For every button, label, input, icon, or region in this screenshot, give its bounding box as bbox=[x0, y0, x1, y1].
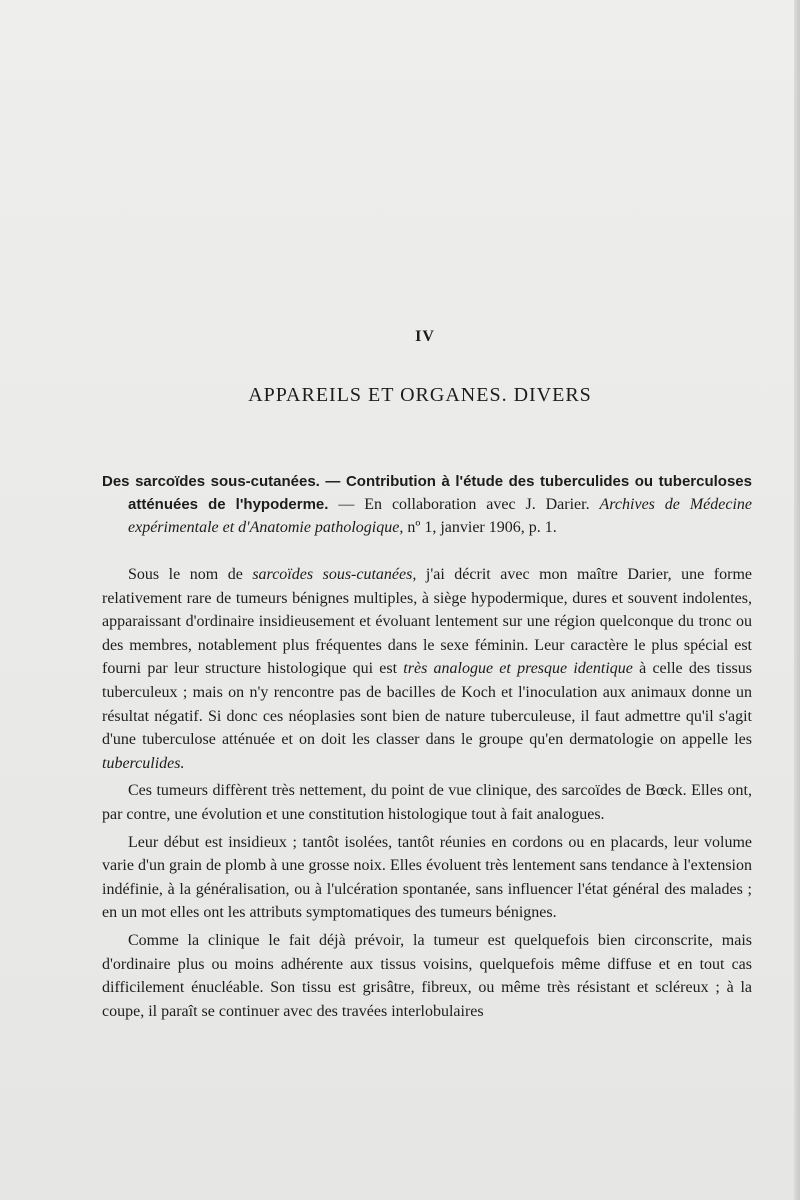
bibliographic-entry bbox=[102, 470, 752, 539]
paragraph-1-text-c: j'ai décrit avec mon maître Darier, une forme relativement rare de tumeurs bénignes multiples, à siège hypodermique, dures et souvent indolentes, apparaissant d'ordinaire insidieusement et évoluant lentement sur une région quelconque du tronc ou des membres, notablement plus fréquentes dans le sexe féminin. Leur caractère le plus spécial est fourni par leur structure histologique qui est bbox=[102, 566, 753, 678]
entry-heading: Des sarcoïdes sous-cutanées. — Contribution à l'étude des tuberculides ou tuberculoses atténuées de l'hypoderme. bbox=[102, 473, 752, 513]
paragraph-1-italic-b: sarcoïdes sous-cutanées, bbox=[252, 566, 417, 583]
paragraph-4: Comme la clinique le fait déjà prévoir, la tumeur est quelquefois bien circonscrite, mais d'ordinaire plus ou moins adhérente aux tissus voisins, quelquefois même diffuse et en tout cas difficilement énucléable. Son tissu est grisâtre, fibreux, ou même très résistant et scléreux ; à la coupe, il paraît se continuer avec des travées interlobulaires bbox=[102, 931, 752, 1020]
section-number: IV bbox=[415, 328, 435, 345]
page-edge-shadow bbox=[794, 0, 800, 1200]
paragraph-1-text-e: à celle des tissus tuberculeux ; mais on n'y rencontre pas de bacilles de Koch et l'inoculation aux animaux donne un résultat négatif. Si donc ces néoplasies sont bien de nature tuberculeuse, il faut admettre qu'il s'agit d'une tuberculose atténuée et on doit les classer dans le groupe qu'en dermatologie on appelle les bbox=[102, 660, 753, 749]
entry-reference: nº 1, janvier 1906, p. 1. bbox=[403, 519, 557, 536]
paragraph-2: Ces tumeurs diffèrent très nettement, du point de vue clinique, des sarcoïdes de Bœck. Elles ont, par contre, une évolution et une constitution histologique tout à fait analogues. bbox=[102, 782, 752, 823]
paragraph-1-italic-f: tuberculides. bbox=[102, 754, 185, 772]
paragraph-1-text-a: Sous le nom de bbox=[128, 566, 253, 583]
entry-journal: Archives de Médecine expérimentale et d'Anatomie pathologique, bbox=[128, 496, 752, 536]
body-text bbox=[102, 563, 752, 1027]
paragraph-1 bbox=[102, 563, 752, 775]
entry-collaboration: — En collaboration avec J. Darier. bbox=[328, 496, 600, 513]
paragraph-3: Leur début est insidieux ; tantôt isolées, tantôt réunies en cordons ou en placards, leur volume varie d'un grain de plomb à une grosse noix. Elles évoluent très lentement sans tendance à l'extension indéfinie, à la généralisation, ou à l'ulcération spontanée, sans influencer l'état général des malades ; en un mot elles ont les attributs symptomatiques des tumeurs bénignes. bbox=[102, 833, 752, 922]
section-title: APPAREILS ET ORGANES. DIVERS bbox=[248, 384, 592, 406]
paragraph-1-italic-d: très analogue et presque identique bbox=[403, 660, 633, 678]
entry-citation bbox=[102, 470, 752, 539]
